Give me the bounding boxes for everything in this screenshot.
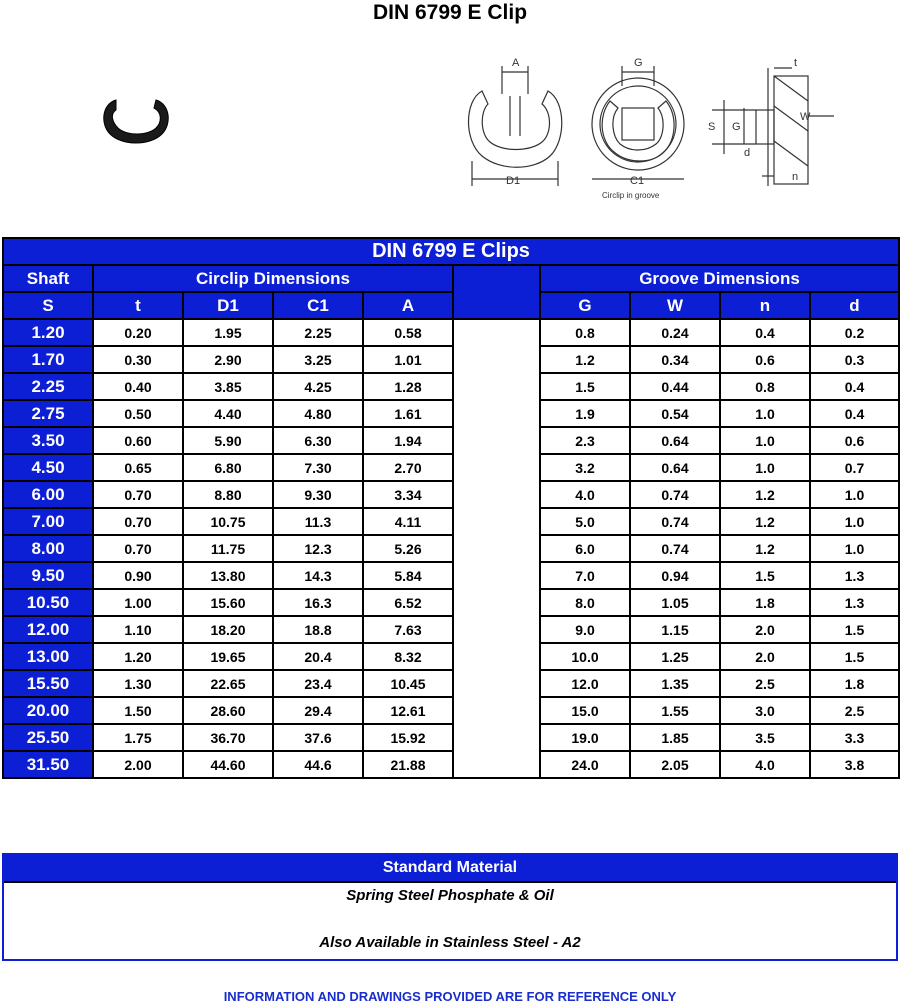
table-cell: 3.85	[183, 373, 273, 400]
table-cell: 1.0	[810, 535, 899, 562]
label-g2: G	[732, 121, 741, 133]
table-cell: 3.34	[363, 481, 453, 508]
table-cell: 2.5	[810, 697, 899, 724]
table-cell: 4.25	[273, 373, 363, 400]
table-cell: 1.0	[720, 400, 810, 427]
table-cell: 8.80	[183, 481, 273, 508]
table-row	[3, 481, 899, 508]
table-cell: 0.3	[810, 346, 899, 373]
table-cell: 4.40	[183, 400, 273, 427]
table-title: DIN 6799 E Clips	[3, 238, 899, 265]
table-cell: 5.26	[363, 535, 453, 562]
technical-drawing	[462, 46, 842, 206]
table-cell: 4.0	[540, 481, 630, 508]
col-header-d: d	[810, 292, 899, 319]
label-a: A	[512, 57, 520, 69]
table-cell: 7.30	[273, 454, 363, 481]
table-cell: 0.70	[93, 481, 183, 508]
column-spacer	[453, 319, 540, 778]
table-cell: 3.8	[810, 751, 899, 778]
shaft-size-cell: 15.50	[3, 670, 93, 697]
label-c1: C1	[630, 175, 645, 187]
table-cell: 2.05	[630, 751, 720, 778]
table-cell: 1.9	[540, 400, 630, 427]
table-cell: 0.20	[93, 319, 183, 346]
table-cell: 1.10	[93, 616, 183, 643]
table-cell: 19.65	[183, 643, 273, 670]
col-header-s: S	[3, 292, 93, 319]
table-cell: 3.0	[720, 697, 810, 724]
label-note: Circlip in groove	[602, 191, 660, 200]
col-header-t: t	[93, 292, 183, 319]
page-title: DIN 6799 E Clip	[372, 1, 528, 24]
table-row	[3, 670, 899, 697]
table-cell: 1.55	[630, 697, 720, 724]
table-cell: 23.4	[273, 670, 363, 697]
table-cell: 11.75	[183, 535, 273, 562]
shaft-size-cell: 12.00	[3, 616, 93, 643]
table-cell: 13.80	[183, 562, 273, 589]
column-header-row	[3, 292, 899, 319]
table-cell: 5.84	[363, 562, 453, 589]
groove-dimensions-header: Groove Dimensions	[540, 265, 899, 292]
table-cell: 0.6	[720, 346, 810, 373]
table-cell: 6.52	[363, 589, 453, 616]
table-cell: 2.70	[363, 454, 453, 481]
table-cell: 3.25	[273, 346, 363, 373]
table-cell: 1.5	[810, 643, 899, 670]
table-cell: 0.30	[93, 346, 183, 373]
shaft-size-cell: 10.50	[3, 589, 93, 616]
table-cell: 1.2	[720, 481, 810, 508]
table-cell: 0.90	[93, 562, 183, 589]
table-cell: 15.0	[540, 697, 630, 724]
table-row	[3, 589, 899, 616]
label-w: W	[800, 111, 811, 123]
table-cell: 2.5	[720, 670, 810, 697]
table-cell: 1.28	[363, 373, 453, 400]
table-cell: 12.3	[273, 535, 363, 562]
col-header-c1: C1	[273, 292, 363, 319]
table-cell: 10.0	[540, 643, 630, 670]
col-header-n: n	[720, 292, 810, 319]
table-cell: 37.6	[273, 724, 363, 751]
table-cell: 1.75	[93, 724, 183, 751]
table-cell: 0.74	[630, 481, 720, 508]
table-cell: 1.2	[720, 508, 810, 535]
shaft-size-cell: 4.50	[3, 454, 93, 481]
table-cell: 1.85	[630, 724, 720, 751]
table-cell: 7.0	[540, 562, 630, 589]
table-cell: 1.0	[810, 508, 899, 535]
table-cell: 15.60	[183, 589, 273, 616]
table-cell: 0.4	[720, 319, 810, 346]
table-cell: 1.15	[630, 616, 720, 643]
shaft-size-cell: 13.00	[3, 643, 93, 670]
table-cell: 15.92	[363, 724, 453, 751]
shaft-size-cell: 31.50	[3, 751, 93, 778]
table-cell: 1.94	[363, 427, 453, 454]
table-cell: 0.74	[630, 535, 720, 562]
shaft-size-cell: 20.00	[3, 697, 93, 724]
table-cell: 1.8	[810, 670, 899, 697]
table-cell: 0.40	[93, 373, 183, 400]
table-cell: 44.6	[273, 751, 363, 778]
shaft-size-cell: 25.50	[3, 724, 93, 751]
table-cell: 0.50	[93, 400, 183, 427]
label-d: d	[744, 147, 751, 159]
table-cell: 1.61	[363, 400, 453, 427]
e-clip-photo	[92, 88, 182, 148]
table-row	[3, 427, 899, 454]
table-row	[3, 724, 899, 751]
table-cell: 0.58	[363, 319, 453, 346]
table-cell: 2.00	[93, 751, 183, 778]
table-cell: 1.5	[810, 616, 899, 643]
table-cell: 16.3	[273, 589, 363, 616]
table-cell: 0.70	[93, 535, 183, 562]
table-cell: 1.01	[363, 346, 453, 373]
table-cell: 12.0	[540, 670, 630, 697]
header-spacer	[453, 265, 540, 319]
table-cell: 1.2	[720, 535, 810, 562]
shaft-size-cell: 2.75	[3, 400, 93, 427]
table-cell: 1.5	[720, 562, 810, 589]
shaft-size-cell: 1.70	[3, 346, 93, 373]
table-cell: 0.60	[93, 427, 183, 454]
table-cell: 2.25	[273, 319, 363, 346]
table-cell: 2.3	[540, 427, 630, 454]
table-cell: 10.75	[183, 508, 273, 535]
table-cell: 0.4	[810, 373, 899, 400]
table-cell: 0.6	[810, 427, 899, 454]
table-row	[3, 643, 899, 670]
table-cell: 36.70	[183, 724, 273, 751]
col-header-d1: D1	[183, 292, 273, 319]
table-cell: 8.32	[363, 643, 453, 670]
table-cell: 6.30	[273, 427, 363, 454]
table-cell: 0.4	[810, 400, 899, 427]
table-cell: 18.8	[273, 616, 363, 643]
label-s: S	[708, 121, 716, 133]
table-cell: 3.5	[720, 724, 810, 751]
table-cell: 2.0	[720, 643, 810, 670]
disclaimer: INFORMATION AND DRAWINGS PROVIDED ARE FOR REFERENCE ONLY	[223, 989, 677, 1004]
table-cell: 0.74	[630, 508, 720, 535]
table-row	[3, 373, 899, 400]
table-row	[3, 346, 899, 373]
table-cell: 4.0	[720, 751, 810, 778]
table-cell: 1.00	[93, 589, 183, 616]
table-cell: 1.2	[540, 346, 630, 373]
circlip-dimensions-header: Circlip Dimensions	[93, 265, 453, 292]
table-cell: 6.80	[183, 454, 273, 481]
table-row	[3, 400, 899, 427]
table-cell: 19.0	[540, 724, 630, 751]
label-n: n	[792, 171, 799, 183]
table-cell: 1.20	[93, 643, 183, 670]
table-cell: 8.0	[540, 589, 630, 616]
table-cell: 2.90	[183, 346, 273, 373]
table-cell: 0.70	[93, 508, 183, 535]
table-cell: 0.7	[810, 454, 899, 481]
shaft-size-cell: 8.00	[3, 535, 93, 562]
table-cell: 0.94	[630, 562, 720, 589]
table-cell: 3.3	[810, 724, 899, 751]
table-cell: 1.05	[630, 589, 720, 616]
table-cell: 4.80	[273, 400, 363, 427]
table-cell: 0.54	[630, 400, 720, 427]
label-d1: D1	[506, 175, 521, 187]
label-g: G	[634, 57, 643, 69]
shaft-size-cell: 2.25	[3, 373, 93, 400]
material-line-2: Also Available in Stainless Steel - A2	[319, 934, 581, 951]
table-row	[3, 508, 899, 535]
table-cell: 20.4	[273, 643, 363, 670]
shaft-header: Shaft	[3, 265, 93, 292]
table-cell: 1.50	[93, 697, 183, 724]
table-row	[3, 535, 899, 562]
table-row	[3, 616, 899, 643]
table-row	[3, 454, 899, 481]
table-cell: 2.0	[720, 616, 810, 643]
table-row	[3, 562, 899, 589]
table-cell: 0.34	[630, 346, 720, 373]
table-cell: 9.30	[273, 481, 363, 508]
table-cell: 44.60	[183, 751, 273, 778]
table-cell: 29.4	[273, 697, 363, 724]
table-cell: 1.8	[720, 589, 810, 616]
table-cell: 0.24	[630, 319, 720, 346]
table-cell: 11.3	[273, 508, 363, 535]
material-line-1: Spring Steel Phosphate & Oil	[346, 887, 554, 904]
table-cell: 0.44	[630, 373, 720, 400]
shaft-size-cell: 9.50	[3, 562, 93, 589]
table-cell: 0.8	[540, 319, 630, 346]
table-cell: 1.95	[183, 319, 273, 346]
table-row	[3, 697, 899, 724]
table-cell: 5.0	[540, 508, 630, 535]
table-row	[3, 319, 899, 346]
table-cell: 22.65	[183, 670, 273, 697]
table-cell: 5.90	[183, 427, 273, 454]
material-box	[2, 853, 898, 961]
table-cell: 0.64	[630, 427, 720, 454]
col-header-a: A	[363, 292, 453, 319]
col-header-w: W	[630, 292, 720, 319]
table-cell: 1.3	[810, 589, 899, 616]
table-cell: 1.0	[720, 454, 810, 481]
table-cell: 1.30	[93, 670, 183, 697]
spec-table	[2, 237, 900, 779]
label-t: t	[794, 57, 798, 69]
col-header-g: G	[540, 292, 630, 319]
table-cell: 18.20	[183, 616, 273, 643]
table-cell: 0.2	[810, 319, 899, 346]
shaft-size-cell: 7.00	[3, 508, 93, 535]
table-cell: 24.0	[540, 751, 630, 778]
table-cell: 14.3	[273, 562, 363, 589]
table-cell: 7.63	[363, 616, 453, 643]
table-cell: 0.65	[93, 454, 183, 481]
table-cell: 21.88	[363, 751, 453, 778]
table-cell: 6.0	[540, 535, 630, 562]
table-cell: 28.60	[183, 697, 273, 724]
table-cell: 1.0	[720, 427, 810, 454]
shaft-size-cell: 3.50	[3, 427, 93, 454]
table-cell: 1.25	[630, 643, 720, 670]
material-header: Standard Material	[4, 855, 896, 883]
table-cell: 1.3	[810, 562, 899, 589]
table-cell: 1.5	[540, 373, 630, 400]
table-cell: 10.45	[363, 670, 453, 697]
table-cell: 0.8	[720, 373, 810, 400]
table-cell: 4.11	[363, 508, 453, 535]
shaft-size-cell: 6.00	[3, 481, 93, 508]
table-cell: 9.0	[540, 616, 630, 643]
table-cell: 3.2	[540, 454, 630, 481]
table-row	[3, 751, 899, 778]
table-cell: 1.0	[810, 481, 899, 508]
table-cell: 12.61	[363, 697, 453, 724]
table-cell: 1.35	[630, 670, 720, 697]
shaft-size-cell: 1.20	[3, 319, 93, 346]
table-cell: 0.64	[630, 454, 720, 481]
